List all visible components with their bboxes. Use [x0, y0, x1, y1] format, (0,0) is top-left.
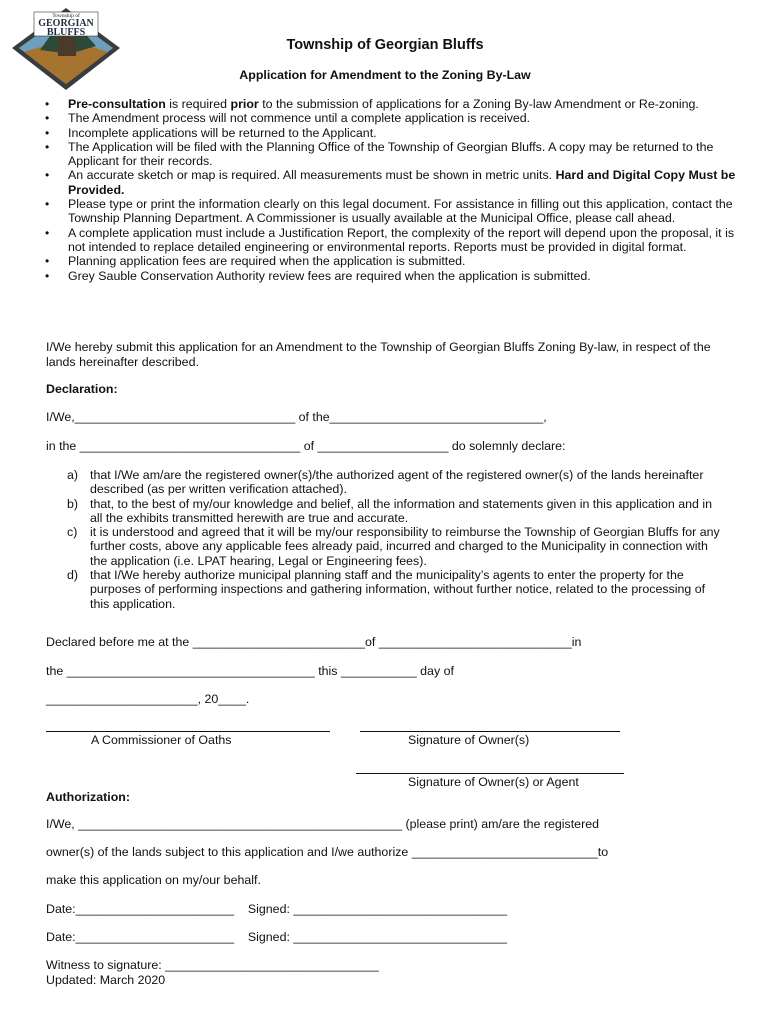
authorization-name-field[interactable]: I/We, _______________________________________________ (please print) am/are the registered	[46, 817, 599, 831]
list-item: • Pre-consultation is required prior to the submission of applications for a Zoning By-law Amendment or Re-zoning.	[38, 97, 738, 111]
declaration-items	[46, 468, 726, 611]
list-item: • Grey Sauble Conservation Authority review fees are required when the application is submitted.	[38, 269, 738, 283]
witness-signature-field[interactable]: Witness to signature: _______________________________	[46, 958, 379, 972]
owner-signature-label: Signature of Owner(s)	[408, 733, 530, 747]
list-item: b) that, to the best of my/our knowledge and belief, all the information and statements given in this application and in all the exhibits transmitted herewith are true and accurate.	[67, 496, 712, 525]
list-item: d) that I/We hereby authorize municipal planning staff and the municipality’s agents to enter the property for the purposes of performing inspections and gathering information, without further notice, related to the processing of this application.	[67, 568, 706, 611]
page-subtitle: Application for Amendment to the Zoning By-Law	[239, 68, 531, 82]
list-item: • Incomplete applications will be returned to the Applicant.	[38, 126, 738, 140]
page-title: Township of Georgian Bluffs	[286, 37, 484, 53]
logo-name-line2: BLUFFS	[46, 27, 86, 38]
owner-agent-signature-line[interactable]	[356, 773, 624, 774]
authorization-heading: Authorization:	[46, 790, 130, 804]
list-item: • Planning application fees are required when the application is submitted.	[38, 254, 738, 268]
declared-before-field[interactable]: Declared before me at the _________________________of ____________________________in	[46, 635, 582, 649]
requirements-list	[38, 97, 738, 283]
date-signed-field-2[interactable]: Date:_______________________ Signed: _______________________________	[46, 930, 507, 944]
owner-signature-line[interactable]	[360, 731, 620, 732]
list-item: c) it is understood and agreed that it will be my/our responsibility to reimburse the Township of Georgian Bluffs for any further costs, above any applicable fees already paid, incurred and charged to the Municipality in connection with the application (i.e. LPAT hearing, Legal or Engineering fees).	[67, 525, 720, 568]
intro-paragraph: I/We hereby submit this application for an Amendment to the Township of Georgian Bluffs Zoning By-law, in respect of the lands hereinafter described.	[46, 340, 711, 369]
logo-name-line1: GEORGIAN	[38, 18, 94, 29]
date-signed-field-1[interactable]: Date:_______________________ Signed: _______________________________	[46, 902, 507, 916]
list-item: • The Application will be filed with the Planning Office of the Township of Georgian Bluffs. A copy may be returned to the Applicant for their records.	[38, 140, 738, 169]
date-year-field[interactable]: ______________________, 20____.	[46, 692, 250, 706]
logo-small-text: Township of	[52, 13, 80, 19]
commissioner-signature-line[interactable]	[46, 731, 330, 732]
declaration-location-field[interactable]: in the ________________________________ of ___________________ do solemnly declare:	[46, 439, 566, 453]
list-item: • An accurate sketch or map is required. All measurements must be shown in metric units. Hard and Digital Copy Must be Provided.	[38, 168, 738, 197]
day-of-field[interactable]: the ____________________________________ this ___________ day of	[46, 664, 454, 678]
declaration-name-field[interactable]: I/We,________________________________ of the_______________________________,	[46, 410, 547, 424]
updated-date: Updated: March 2020	[46, 973, 166, 987]
declaration-heading: Declaration:	[46, 382, 118, 396]
list-item: • The Amendment process will not commence until a complete application is received.	[38, 111, 738, 125]
authorization-behalf-text: make this application on my/our behalf.	[46, 873, 261, 887]
list-item: • Please type or print the information clearly on this legal document. For assistance in filling out this application, contact the Township Planning Department. A Commissioner is usually available at the Municipal Office, please call ahead.	[38, 197, 738, 226]
commissioner-label: A Commissioner of Oaths	[91, 733, 232, 747]
list-item: • A complete application must include a Justification Report, the complexity of the report will depend upon the proposal, it is not intended to replace detailed engineering or environmental reports. Reports must be provided in digital format.	[38, 226, 738, 255]
owner-agent-signature-label: Signature of Owner(s) or Agent	[408, 775, 579, 789]
list-item: a) that I/We am/are the registered owner(s)/the authorized agent of the registered owner(s) of the lands hereinafter described (as per written verification attached).	[67, 468, 704, 497]
authorization-agent-field[interactable]: owner(s) of the lands subject to this application and I/we authorize ___________________________to	[46, 845, 609, 859]
